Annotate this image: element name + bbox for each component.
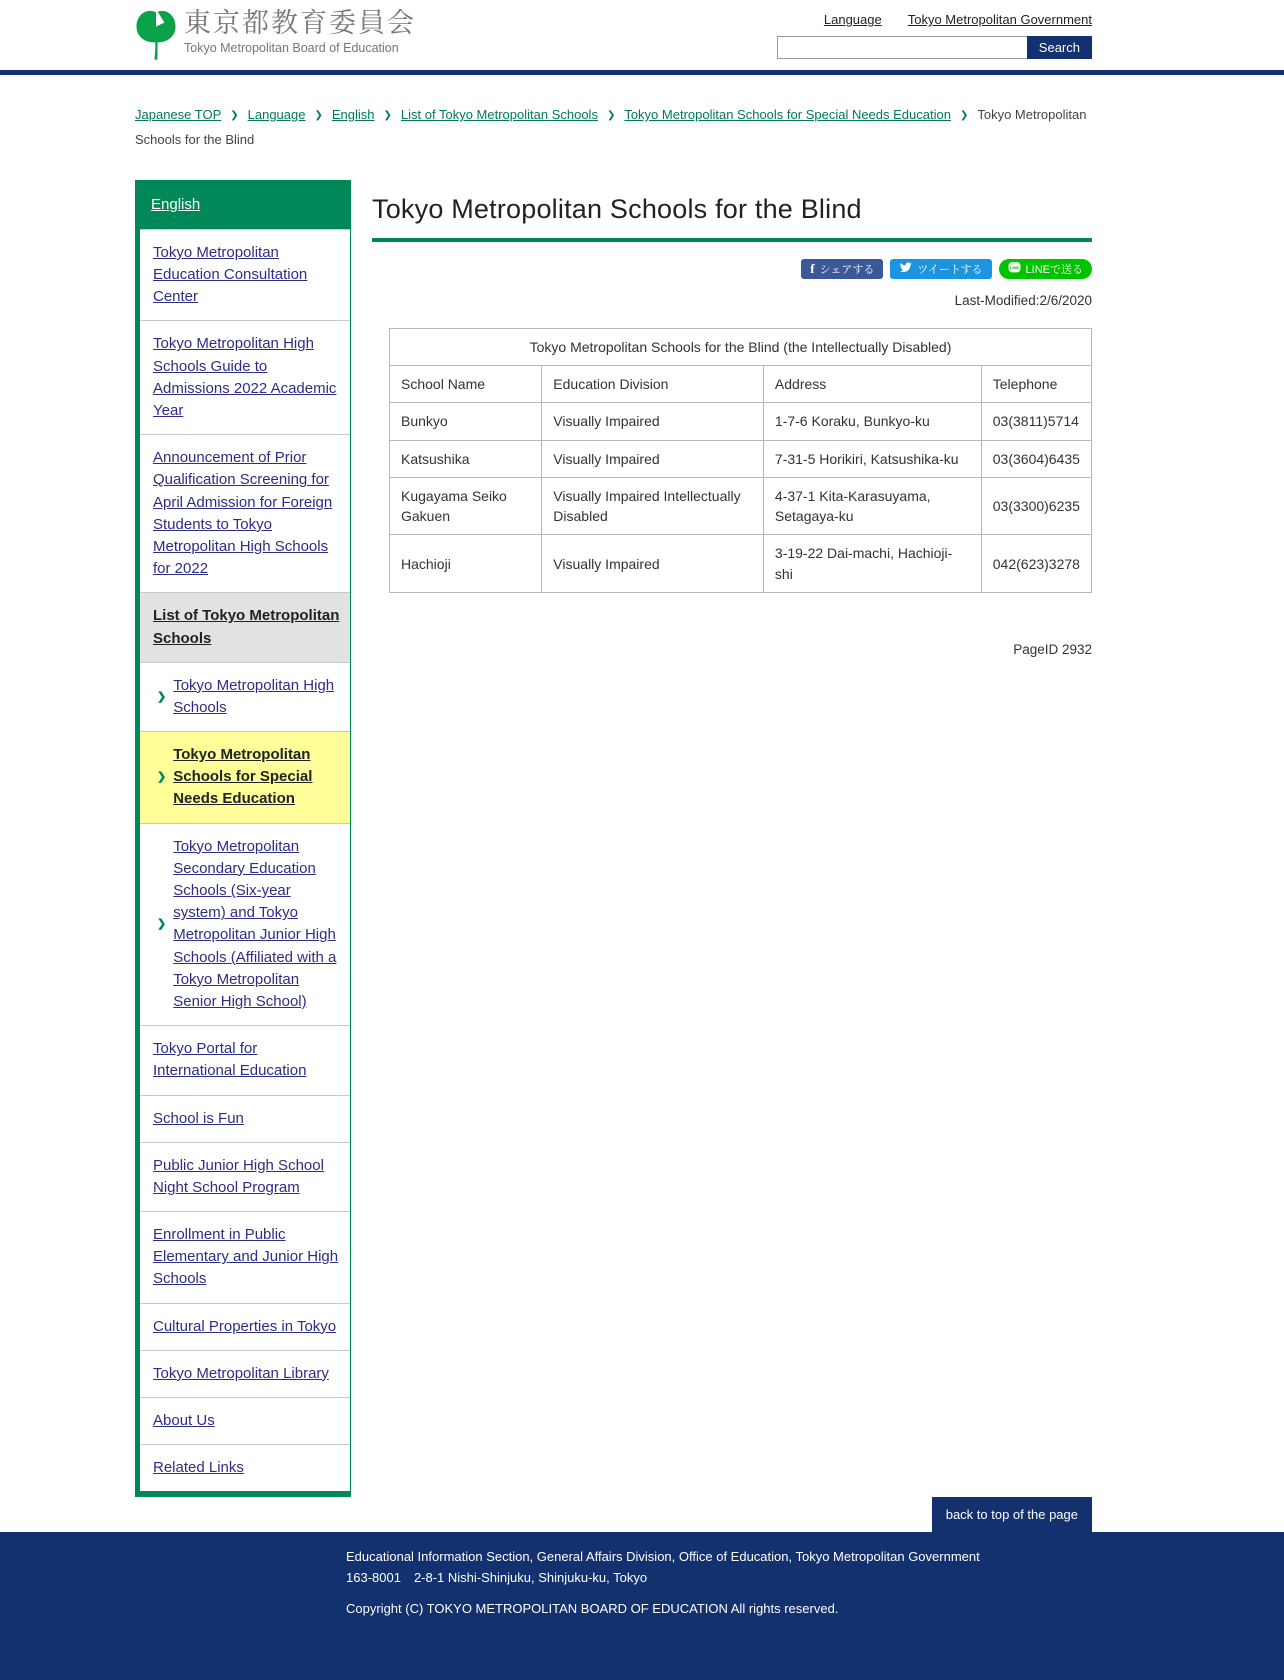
sidebar-link-library[interactable]: Tokyo Metropolitan Library — [153, 1364, 329, 1382]
cell-address: 7-31-5 Horikiri, Katsushika-ku — [763, 440, 981, 477]
page-title: Tokyo Metropolitan Schools for the Blind — [372, 193, 862, 224]
col-header-education-division: Education Division — [542, 365, 764, 402]
language-link[interactable]: Language — [823, 12, 882, 27]
cell-address: 3-19-22 Dai-machi, Hachioji-shi — [763, 535, 981, 593]
sidebar-item-special-needs-active — [140, 731, 350, 823]
chevron-right-icon: ❯ — [959, 110, 969, 121]
sidebar-link-admissions-guide[interactable]: Tokyo Metropolitan High Schools Guide to Admissions 2022 Academic Year — [153, 335, 337, 419]
site-footer — [0, 1532, 1284, 1680]
logo-title-jp: 東京都教育委員会 — [184, 8, 416, 38]
chevron-right-icon: ❯ — [383, 110, 392, 121]
chevron-right-icon: ❯ — [157, 771, 167, 784]
cell-school-name: Kugayama Seiko Gakuen — [390, 477, 542, 535]
share-buttons-row — [372, 259, 1092, 279]
sidebar-link-english[interactable]: English — [151, 195, 201, 213]
sidebar-link-international-portal[interactable]: Tokyo Portal for International Education — [153, 1040, 307, 1080]
col-header-address: Address — [763, 365, 981, 402]
footer-address-line: 163-8001 2-8-1 Nishi-Shinjuku, Shinjuku-ku, Tokyo — [346, 1570, 648, 1586]
sidebar-item-high-schools — [140, 662, 350, 731]
sidebar-item-school-is-fun — [140, 1095, 350, 1142]
breadcrumb-japanese-top[interactable]: Japanese TOP — [135, 107, 222, 122]
footer-copyright: Copyright (C) TOKYO METROPOLITAN BOARD OF EDUCATION All rights reserved. — [346, 1600, 839, 1616]
cell-address: 1-7-6 Koraku, Bunkyo-ku — [763, 403, 981, 440]
breadcrumb-school-list[interactable]: List of Tokyo Metropolitan Schools — [400, 107, 598, 122]
sidebar-item-admissions-guide — [140, 320, 350, 434]
cell-telephone: 03(3300)6235 — [981, 477, 1091, 535]
table-row — [390, 477, 1092, 535]
header-inner — [135, 0, 1092, 70]
chevron-right-icon: ❯ — [157, 690, 167, 703]
sidebar-link-consultation-center[interactable]: Tokyo Metropolitan Education Consultation Center — [153, 243, 308, 306]
col-header-telephone: Telephone — [981, 365, 1091, 402]
tokyo-ginkgo-leaf-icon — [135, 9, 177, 66]
table-row — [390, 535, 1092, 593]
sidebar-link-special-needs[interactable]: Tokyo Metropolitan Schools for Special Needs Education — [173, 746, 313, 808]
sidebar-item-night-school — [140, 1142, 350, 1211]
chevron-right-icon: ❯ — [157, 918, 167, 931]
line-share-button[interactable] — [999, 259, 1092, 279]
sidebar-item-enrollment — [140, 1211, 350, 1303]
facebook-share-label: シェアする — [819, 263, 875, 276]
sidebar — [135, 180, 351, 1498]
chevron-right-icon: ❯ — [230, 110, 239, 121]
line-app-icon — [1008, 261, 1021, 277]
site-header — [0, 0, 1284, 70]
search-box — [777, 36, 1092, 59]
sidebar-link-related-links[interactable]: Related Links — [153, 1459, 244, 1477]
breadcrumb-current: Tokyo Metropolitan Schools for the Blind — [135, 107, 1087, 148]
search-button[interactable]: Search — [1027, 36, 1092, 59]
cell-telephone: 03(3604)6435 — [981, 440, 1091, 477]
cell-education-division: Visually Impaired — [542, 535, 764, 593]
breadcrumb-special-needs[interactable]: Tokyo Metropolitan Schools for Special Needs Education — [624, 107, 951, 122]
breadcrumb — [135, 102, 1092, 153]
logo-text — [184, 9, 416, 55]
sidebar-link-school-list[interactable]: List of Tokyo Metropolitan Schools — [153, 607, 340, 647]
twitter-share-button[interactable] — [890, 259, 991, 279]
tokyo-metropolitan-government-link[interactable]: Tokyo Metropolitan Government — [907, 12, 1092, 27]
search-input[interactable] — [777, 36, 1027, 59]
table-row — [390, 403, 1092, 440]
back-to-top-button[interactable]: back to top of the page — [932, 1497, 1092, 1532]
chevron-right-icon: ❯ — [606, 110, 616, 121]
sidebar-link-about-us[interactable]: About Us — [153, 1412, 215, 1429]
cell-telephone: 03(3811)5714 — [981, 403, 1091, 440]
cell-school-name: Katsushika — [390, 440, 542, 477]
sidebar-link-high-schools[interactable]: Tokyo Metropolitan High Schools — [173, 676, 335, 716]
breadcrumb-language[interactable]: Language — [247, 107, 306, 122]
table-header-row — [390, 365, 1092, 402]
sidebar-item-about-us — [140, 1397, 350, 1444]
schools-table — [389, 328, 1092, 593]
cell-school-name: Bunkyo — [390, 403, 542, 440]
sidebar-link-cultural-properties[interactable]: Cultural Properties in Tokyo — [153, 1317, 337, 1335]
logo-title-en: Tokyo Metropolitan Board of Education — [184, 40, 399, 55]
cell-education-division: Visually Impaired Intellectually Disabled — [542, 477, 764, 535]
site-logo[interactable] — [135, 9, 416, 66]
line-share-label: LINEで送る — [1025, 263, 1083, 276]
sidebar-item-secondary-schools — [140, 823, 350, 1026]
title-underline — [372, 238, 1092, 242]
last-modified: Last-Modified:2/6/2020 — [954, 292, 1092, 308]
cell-school-name: Hachioji — [390, 535, 542, 593]
back-to-top-row — [135, 1497, 1092, 1532]
facebook-icon: f — [810, 261, 815, 277]
header-top-links — [824, 12, 1092, 27]
sidebar-item-school-list — [140, 592, 350, 661]
table-caption: Tokyo Metropolitan Schools for the Blind (the Intellectually Disabled) — [390, 328, 1092, 365]
twitter-bird-icon — [899, 261, 912, 277]
header-divider — [0, 70, 1284, 75]
sidebar-item-library — [140, 1350, 350, 1397]
svg-text:LINE: LINE — [1009, 264, 1019, 270]
main-content — [372, 180, 1092, 657]
sidebar-item-international-portal — [140, 1025, 350, 1094]
sidebar-link-enrollment[interactable]: Enrollment in Public Elementary and Junior High Schools — [153, 1226, 339, 1288]
sidebar-link-secondary-schools[interactable]: Tokyo Metropolitan Secondary Education Schools (Six-year system) and Tokyo Metropolitan Junior High Schools (Affiliated with a Tokyo Metropolitan Senior High School) — [173, 837, 337, 1010]
breadcrumb-english[interactable]: English — [331, 107, 375, 122]
cell-address: 4-37-1 Kita-Karasuyama, Setagaya-ku — [763, 477, 981, 535]
table-row — [390, 440, 1092, 477]
sidebar-item-related-links — [140, 1444, 350, 1491]
facebook-share-button[interactable] — [801, 259, 883, 279]
sidebar-link-night-school[interactable]: Public Junior High School Night School Program — [153, 1156, 324, 1196]
sidebar-item-consultation-center — [140, 229, 350, 321]
footer-section-line: Educational Information Section, General Affairs Division, Office of Education, Tokyo Metropolitan Government — [346, 1549, 980, 1565]
chevron-right-icon: ❯ — [314, 110, 323, 121]
page-id: PageID 2932 — [1013, 642, 1092, 658]
cell-education-division: Visually Impaired — [542, 403, 764, 440]
cell-telephone: 042(623)3278 — [981, 535, 1091, 593]
sidebar-item-cultural-properties — [140, 1303, 350, 1350]
sidebar-link-qualification-screening[interactable]: Announcement of Prior Qualification Screening for April Admission for Foreign Students to Tokyo Metropolitan High Schools for 2022 — [153, 449, 333, 578]
table-caption-row — [390, 328, 1092, 365]
cell-education-division: Visually Impaired — [542, 440, 764, 477]
col-header-school-name: School Name — [390, 365, 542, 402]
content-wrap — [135, 180, 1092, 1498]
sidebar-item-qualification-screening — [140, 434, 350, 592]
sidebar-item-english — [140, 181, 350, 229]
twitter-share-label: ツイートする — [917, 263, 983, 276]
sidebar-link-school-is-fun[interactable]: School is Fun — [153, 1109, 244, 1127]
header-right — [777, 9, 1092, 59]
